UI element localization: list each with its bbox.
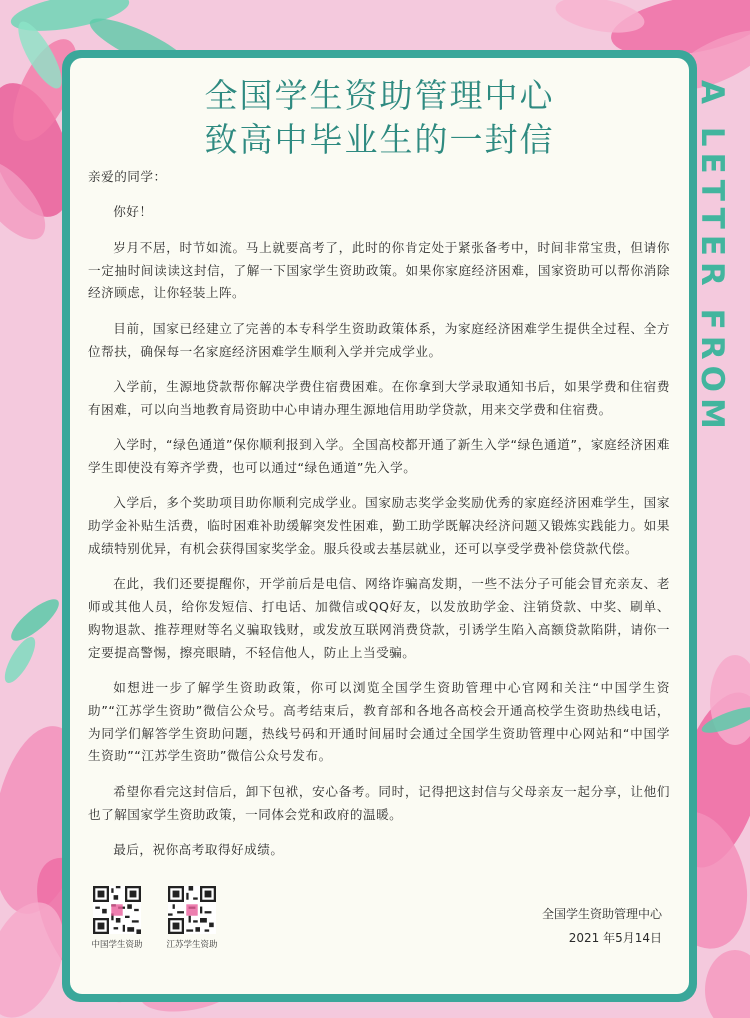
paragraph: 入学前，生源地贷款帮你解决学费住宿费困难。在你拿到大学录取通知书后，如果学费和住宿费有困难，可以向当地教育局资助中心申请办理生源地信用助学贷款，用来交学费和住宿费。 (88, 378, 670, 417)
signature-date: 2021 年5月14日 (568, 931, 662, 945)
qr-block-jiangsu (157, 886, 227, 950)
letter-title (70, 74, 689, 162)
leaves-left-middle (0, 593, 64, 687)
paragraph: 在此，我们还要提醒你，开学前后是电信、网络诈骗高发期，一些不法分子可能会冒充亲友、老师或其他人员，给你发短信、打电话、加微信或QQ好友，以发放助学金、注销贷款、中奖、刷单、购物退款、推荐理财等名义骗取钱财，或发放互联网消费贷款，引诱学生陷入高额贷款陷阱，请你一定要提高警惕，擦亮眼睛，不轻信他人，防止上当受骗。 (88, 576, 670, 660)
paragraph: 你好！ (113, 204, 153, 220)
paragraph: 如想进一步了解学生资助政策，你可以浏览全国学生资助管理中心官网和关注“中国学生资助”“江苏学生资助”微信公众号。高考结束后，教育部和各地各高校会开通高校学生资助热线电话，为同学们解答学生资助问题，热线号码和开通时间届时会通过全国学生资助管理中心网站和“中国学生资助”“江苏学生资助”微信公众号发布。 (88, 680, 670, 764)
qr-label: 中国学生资助 (91, 940, 143, 950)
qr-code-icon (168, 886, 216, 934)
qr-block-china (82, 886, 152, 950)
side-decorative-text: A LETTER FROM (694, 80, 730, 435)
qr-code-icon (93, 886, 141, 934)
signature-block (542, 902, 662, 950)
paragraph: 入学时，“绿色通道”保你顺利报到入学。全国高校都开通了新生入学“绿色通道”，家庭经济困难学生即使没有筹齐学费，也可以通过“绿色通道”先入学。 (88, 437, 670, 475)
signature-org: 全国学生资助管理中心 (541, 907, 662, 921)
paragraph: 目前，国家已经建立了完善的本专科学生资助政策体系，为家庭经济困难学生提供全过程、全方位帮扶，确保每一名家庭经济困难学生顺利入学并完成学业。 (88, 320, 670, 359)
paragraph: 岁月不居，时节如流。马上就要高考了，此时的你肯定处于紧张备考中，时间非常宝贵，但请你一定抽时间读读这封信，了解一下国家学生资助政策。如果你家庭经济困难，国家资助可以帮你消除经济顾虑，让你轻装上阵。 (88, 239, 670, 301)
salutation: 亲爱的同学： (88, 169, 167, 184)
qr-label: 江苏学生资助 (166, 940, 218, 950)
paragraph: 希望你看完这封信后，卸下包袱，安心备考。同时，记得把这封信与父母亲友一起分享，让他们也了解国家学生资助政策，一同体会党和政府的温暖。 (88, 783, 670, 822)
title-line-2: 致高中毕业生的一封信 (204, 120, 555, 159)
paragraph: 最后，祝你高考取得好成绩。 (113, 842, 284, 858)
paragraph: 入学后，多个奖助项目助你顺利完成学业。国家励志奖学金奖励优秀的家庭经济困难学生，国家助学金补贴生活费，临时困难补助缓解突发性困难，勤工助学既解决经济问题又锻炼实践能力。如果成绩特别优异，有机会获得国家奖学金。服兵役或去基层就业，还可以享受学费补偿贷款代偿。 (88, 495, 670, 556)
title-line-1: 全国学生资助管理中心 (204, 76, 555, 115)
letter-body (88, 166, 670, 874)
